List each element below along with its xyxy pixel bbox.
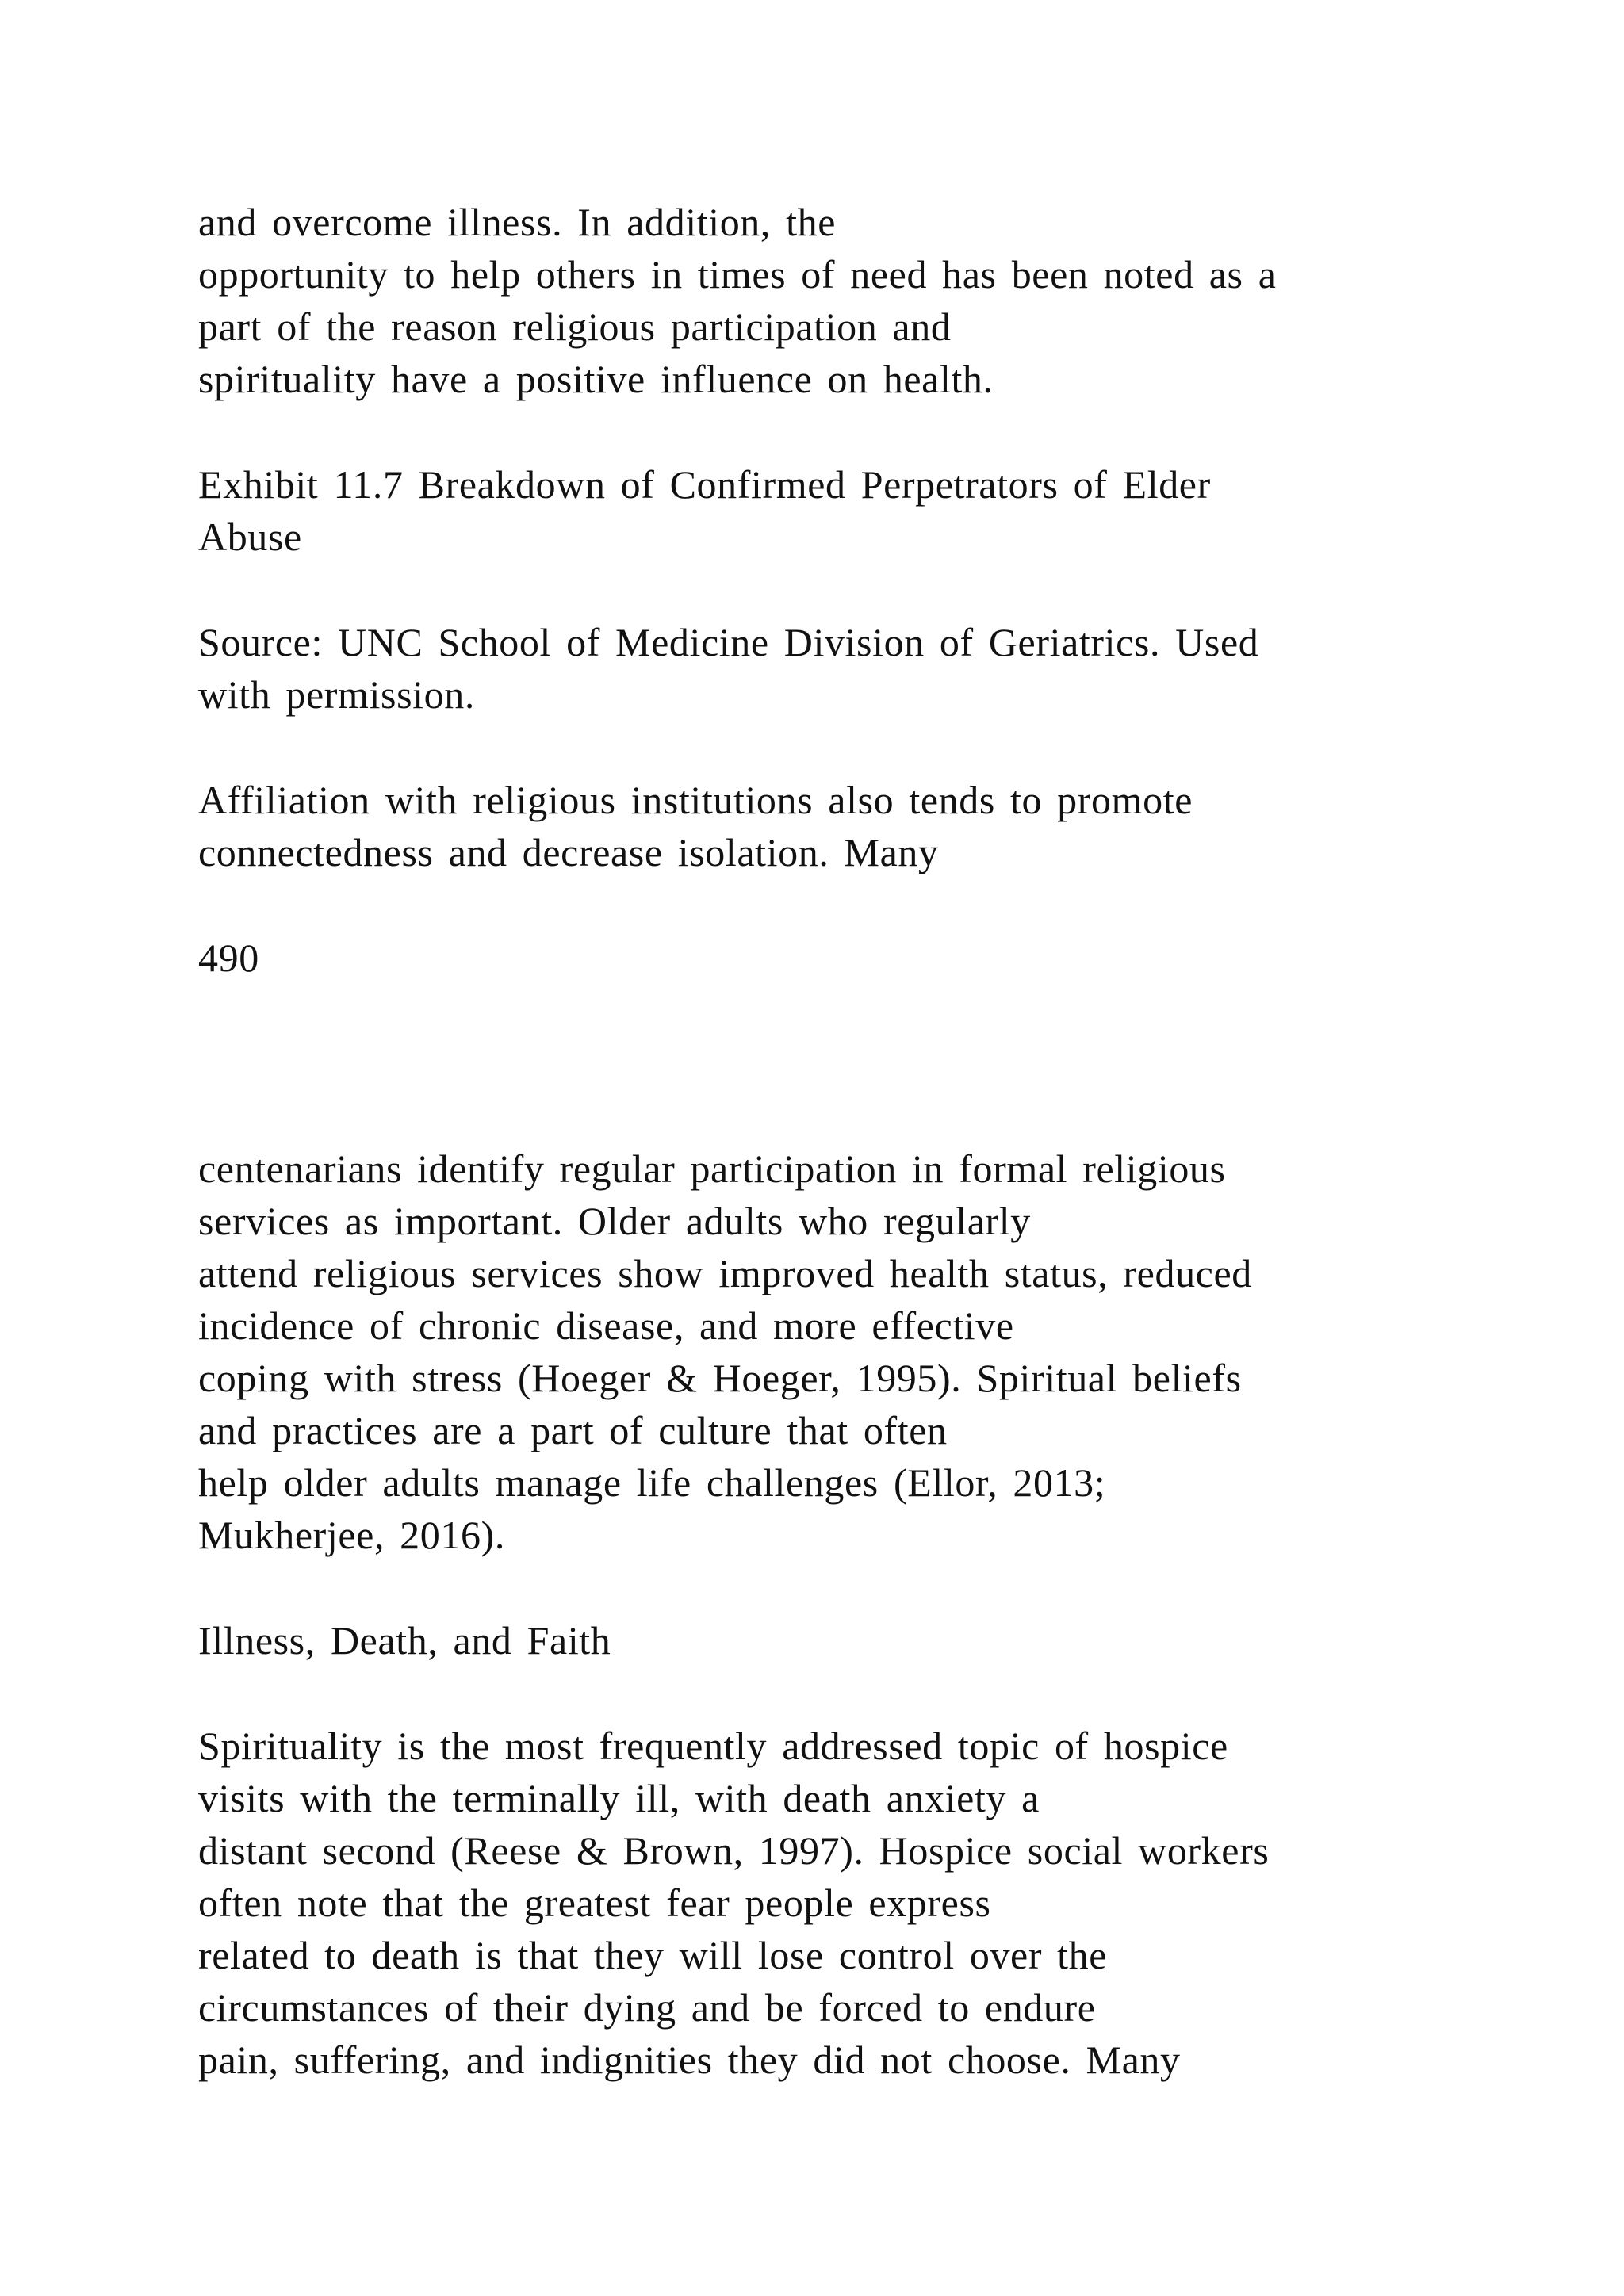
body-text-line: circumstances of their dying and be forced to endure bbox=[198, 1985, 1096, 2030]
source-note: with permission. bbox=[198, 672, 475, 717]
body-text-line: and practices are a part of culture that often bbox=[198, 1408, 948, 1452]
body-text-line: Mukherjee, 2016). bbox=[198, 1513, 505, 1557]
body-text-line: connectedness and decrease isolation. Many bbox=[198, 830, 939, 874]
exhibit-caption: Abuse bbox=[198, 515, 302, 559]
body-text-line: attend religious services show improved health status, reduced bbox=[198, 1251, 1252, 1295]
body-text-line: opportunity to help others in times of need has been noted as a bbox=[198, 252, 1277, 297]
body-text-line: often note that the greatest fear people express bbox=[198, 1881, 991, 1925]
body-text-line: pain, suffering, and indignities they did not choose. Many bbox=[198, 2038, 1181, 2082]
body-text-line: services as important. Older adults who regularly bbox=[198, 1199, 1031, 1243]
body-text-line: part of the reason religious participation and bbox=[198, 304, 952, 349]
body-text-line: distant second (Reese & Brown, 1997). Hospice social workers bbox=[198, 1828, 1270, 1873]
body-text-line: help older adults manage life challenges (Ellor, 2013; bbox=[198, 1460, 1106, 1505]
body-text-line: spirituality have a positive influence on health. bbox=[198, 357, 994, 401]
body-text-line: incidence of chronic disease, and more effective bbox=[198, 1303, 1014, 1348]
body-text-line: visits with the terminally ill, with death anxiety a bbox=[198, 1776, 1040, 1820]
body-text-line: related to death is that they will lose control over the bbox=[198, 1933, 1108, 1977]
body-text-line: centenarians identify regular participation in formal religious bbox=[198, 1146, 1226, 1191]
body-text-line: Spirituality is the most frequently addressed topic of hospice bbox=[198, 1724, 1228, 1768]
body-text-line: coping with stress (Hoeger & Hoeger, 1995). Spiritual beliefs bbox=[198, 1356, 1242, 1400]
page-number: 490 bbox=[198, 936, 259, 980]
body-text-line: and overcome illness. In addition, the bbox=[198, 200, 836, 244]
source-note: Source: UNC School of Medicine Division of Geriatrics. Used bbox=[198, 620, 1259, 664]
body-text-line: Affiliation with religious institutions also tends to promote bbox=[198, 778, 1193, 822]
section-heading: Illness, Death, and Faith bbox=[198, 1618, 611, 1663]
exhibit-caption: Exhibit 11.7 Breakdown of Confirmed Perpetrators of Elder bbox=[198, 462, 1211, 507]
